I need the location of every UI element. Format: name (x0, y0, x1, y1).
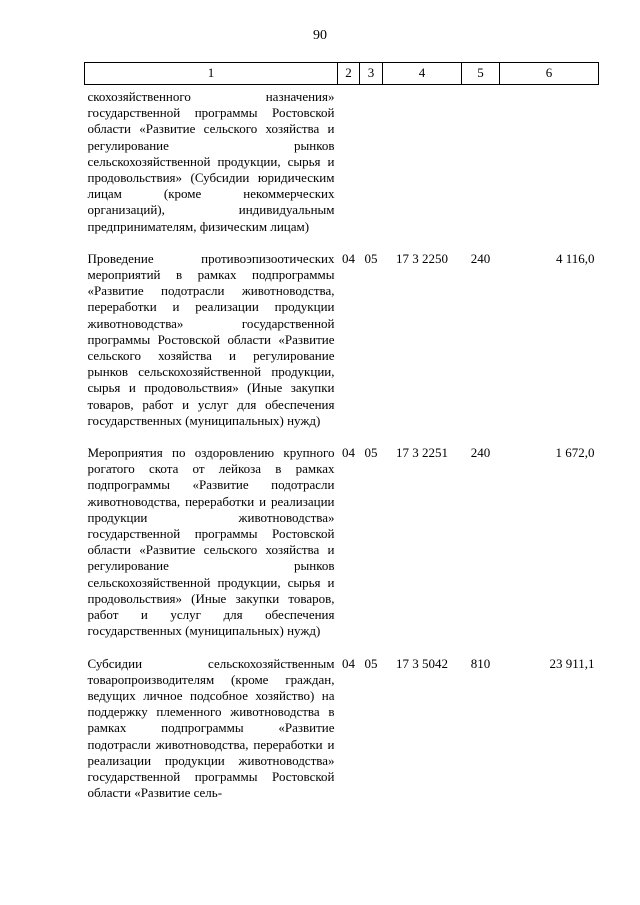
row-target-code: 17 3 2251 (396, 445, 448, 461)
row-amount: 23 911,1 (549, 655, 595, 671)
table-row (85, 251, 599, 429)
row-expense-type: 240 (470, 250, 491, 266)
row-description: Проведение противоэпизоотических мероприятий в рамках подпрограммы «Развитие подотрасли животноводства, переработки и реализации продукции животноводства» государственной программы Ростовской области «Развитие сельского хозяйства и регулирование рынков сельскохозяйственной продукции, сырья и продовольствия» (Иные закупки товаров, работ и услуг для обеспечения государственных (муниципальных) нужд) (87, 250, 335, 428)
row-expense-type: 240 (470, 445, 491, 461)
header-col-5: 5 (462, 63, 500, 85)
row-target-code: 17 3 2250 (396, 250, 448, 266)
row-subsection: 05 (364, 655, 378, 671)
row-section: 04 (342, 250, 355, 266)
header-col-6: 6 (500, 63, 599, 85)
row-target-code: 17 3 5042 (396, 655, 448, 671)
row-expense-type: 810 (470, 655, 491, 671)
row-amount: 1 672,0 (555, 445, 595, 461)
header-col-1: 1 (85, 63, 338, 85)
budget-table (84, 62, 599, 801)
header-col-4: 4 (383, 63, 462, 85)
row-amount: 4 116,0 (555, 250, 595, 266)
header-col-2: 2 (338, 63, 360, 85)
row-subsection: 05 (364, 445, 378, 461)
row-description: Мероприятия по оздоровлению крупного рогатого скота от лейкоза в рамках подпрограммы «Развитие подотрасли животноводства, переработки и реализации продукции животноводства» государственной программы Ростовской области «Развитие сельского хозяйства и регулирование рынков сельскохозяйственной продукции, сырья и продовольствия» (Иные закупки товаров, работ и услуг для обеспечения государственных (муниципальных) нужд) (87, 445, 335, 639)
page-number: 90 (313, 28, 327, 43)
row-section: 04 (342, 655, 355, 671)
row-section: 04 (342, 445, 355, 461)
header-col-3: 3 (360, 63, 383, 85)
continuation-description: скохозяйственного назначения» государственной программы Ростовской области «Развитие сельского хозяйства и регулирование рынков сельскохозяйственной продукции, сырья и продовольствия» (Субсидии юридическим лицам (кроме некоммерческих организаций), индивидуальным предпринимателям, физическим лицам) (87, 89, 335, 234)
row-description: Субсидии сельскохозяйственным товаропроизводителям (кроме граждан, ведущих личное подсобное хозяйство) на поддержку племенного животноводства в рамках подпрограммы «Развитие подотрасли животноводства, переработки и реализации продукции животноводства» государственной программы Ростовской области «Развитие сель- (87, 655, 335, 801)
table-row (85, 445, 599, 639)
row-subsection: 05 (364, 250, 378, 266)
table-row (85, 656, 599, 802)
table-header-row (85, 63, 599, 85)
continuation-row (85, 85, 599, 235)
